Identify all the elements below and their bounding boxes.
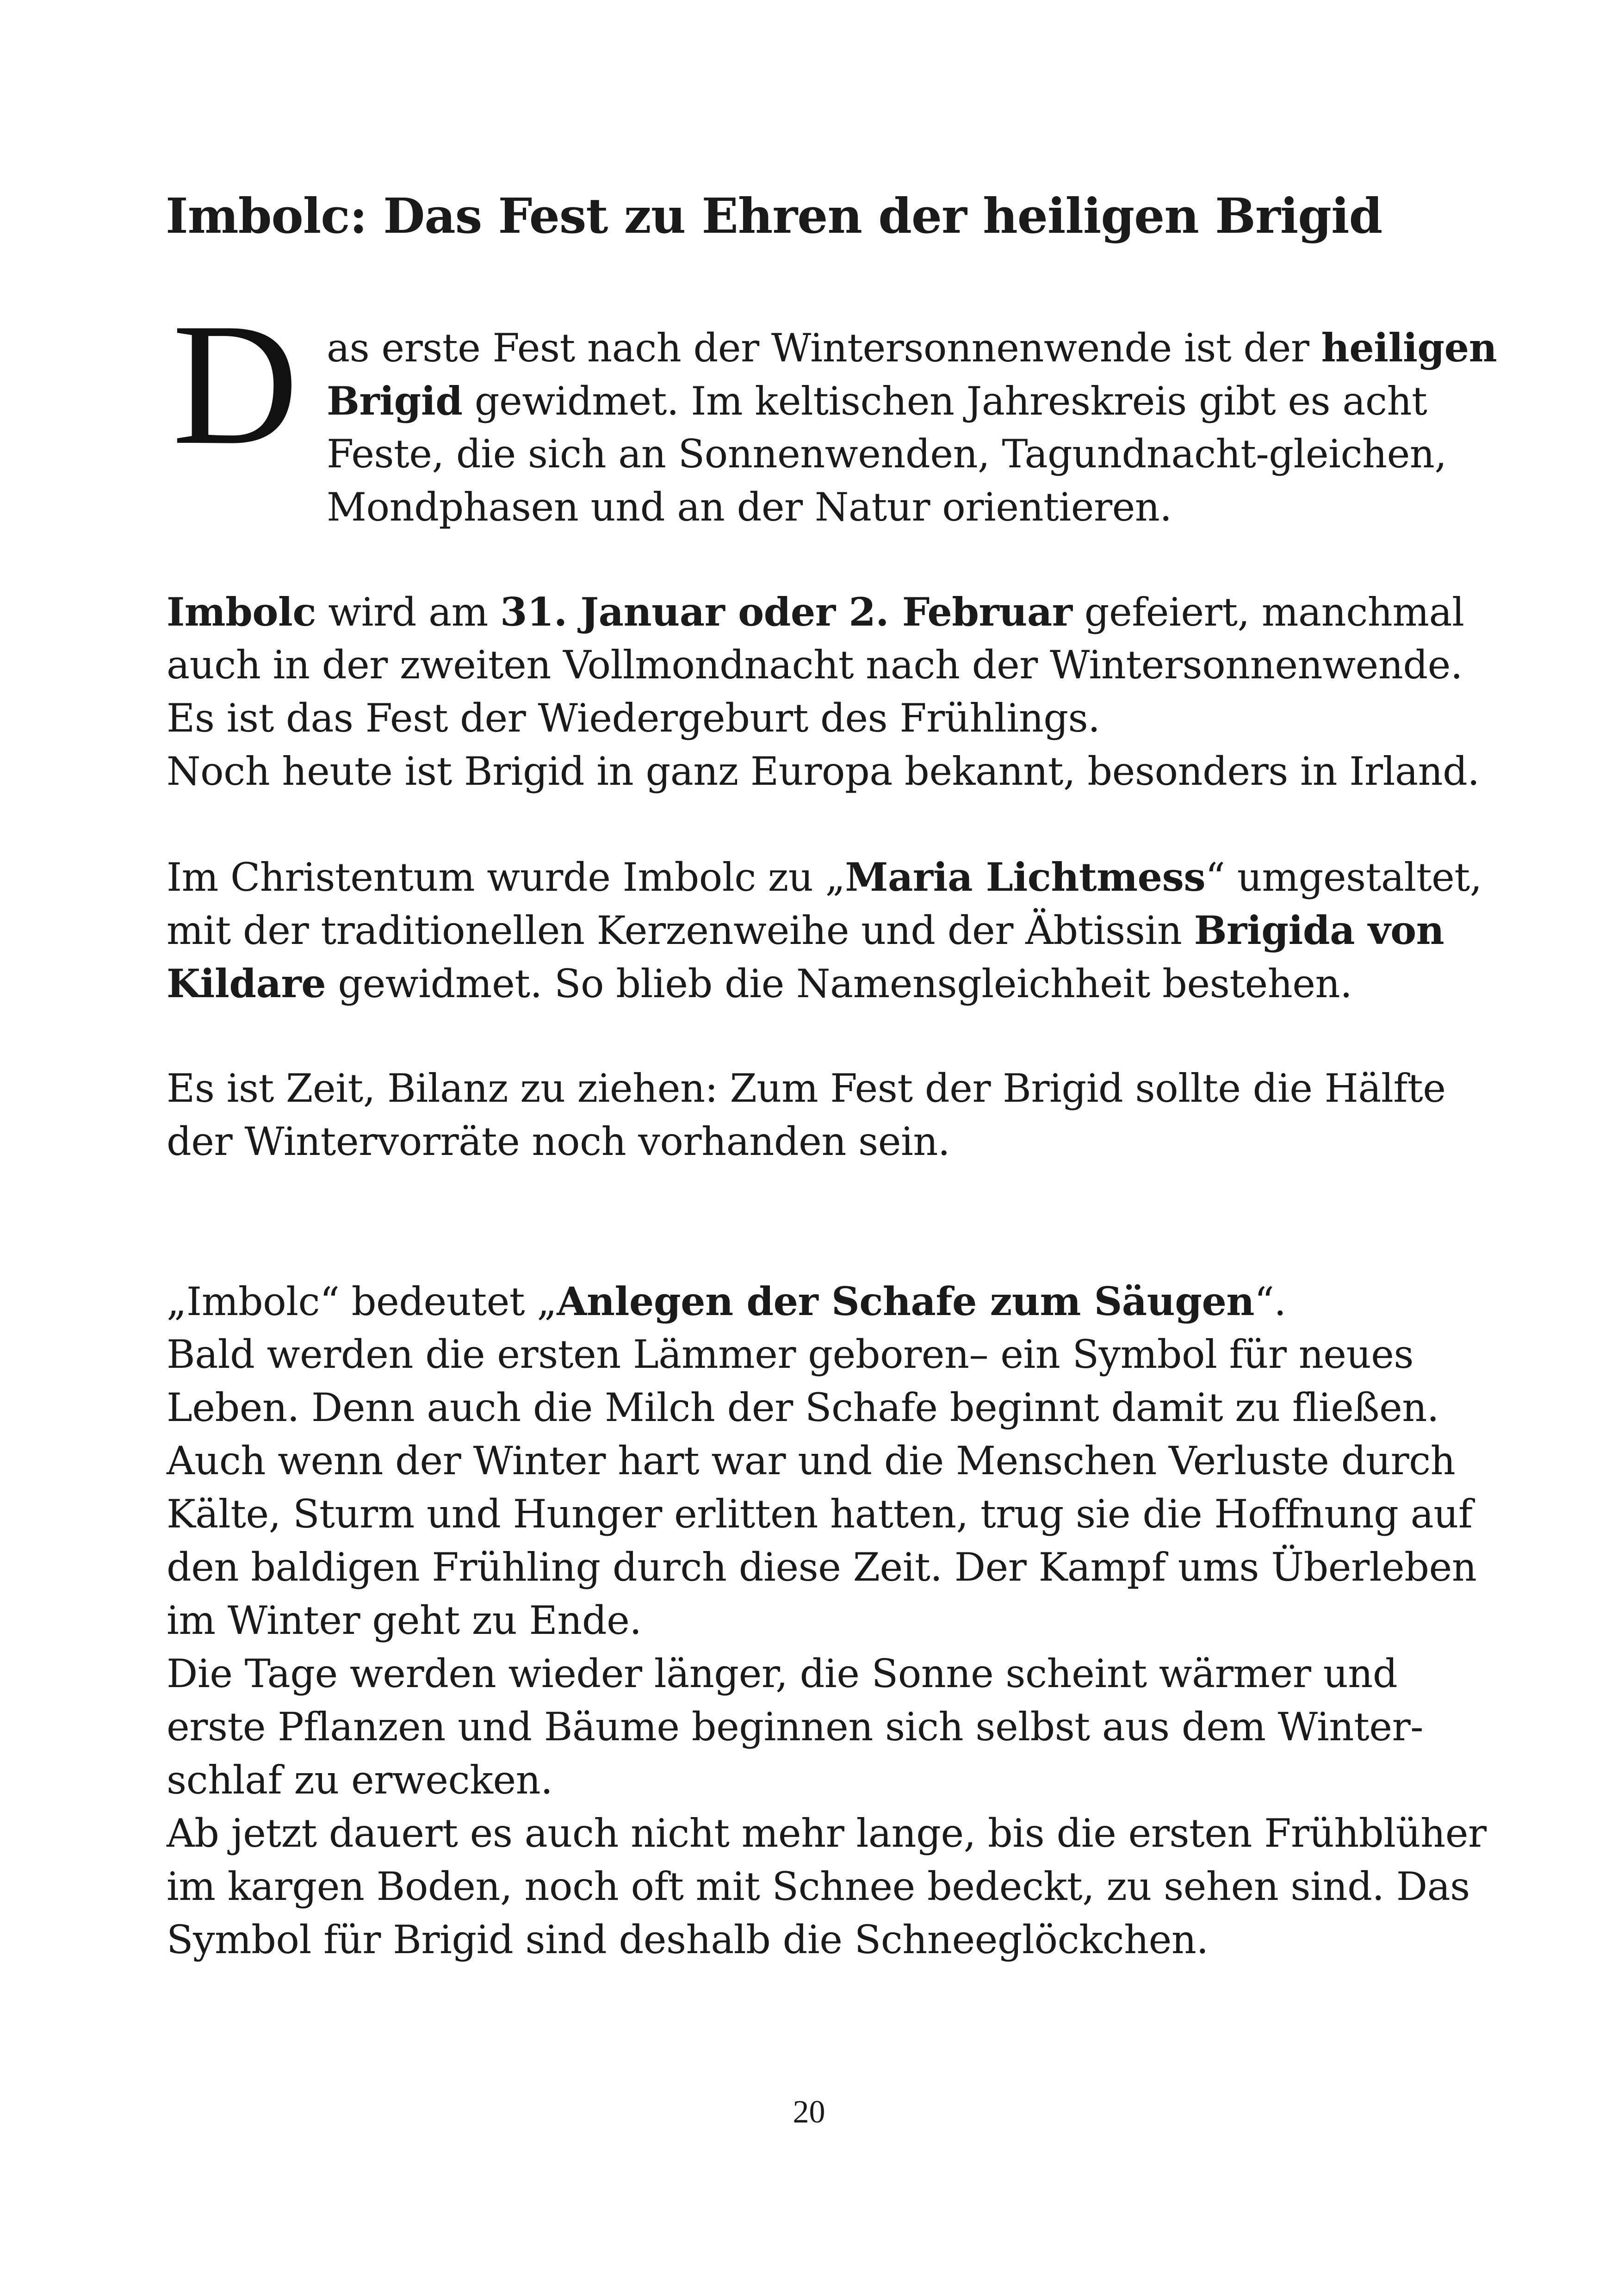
text-line: der Wintervorräte noch vorhanden sein. (167, 1119, 950, 1164)
text-line: Die Tage werden wieder länger, die Sonne scheint wärmer und (167, 1651, 1398, 1696)
text-line: Auch wenn der Winter hart war und die Menschen Verluste durch (167, 1438, 1456, 1483)
text-line: auch in der zweiten Vollmondnacht nach der Wintersonnenwende. (167, 642, 1463, 688)
text-line: Kildare gewidmet. So blieb die Namensgleichheit bestehen. (167, 961, 1352, 1006)
text-line: mit der traditionellen Kerzenweihe und der Äbtissin Brigida von (167, 907, 1444, 953)
text-line: Kälte, Sturm und Hunger erlitten hatten, trug sie die Hoffnung auf (167, 1491, 1473, 1537)
text-line: Imbolc wird am 31. Januar oder 2. Februar gefeiert, manchmal (167, 589, 1464, 635)
text-line: Es ist Zeit, Bilanz zu ziehen: Zum Fest der Brigid sollte die Hälfte (167, 1066, 1446, 1111)
paragraph-date (167, 585, 1480, 798)
text-line: schlaf zu erwecken. (167, 1757, 553, 1803)
text-line: erste Pflanzen und Bäume beginnen sich selbst aus dem Winter- (167, 1704, 1424, 1750)
drop-cap: D (172, 287, 298, 481)
text-line: „Imbolc“ bedeutet „Anlegen der Schafe zum Säugen“. (167, 1278, 1286, 1324)
page-number: 20 (793, 2094, 825, 2130)
text-line: Noch heute ist Brigid in ganz Europa bekannt, besonders in Irland. (167, 749, 1480, 794)
text-line: Brigid gewidmet. Im keltischen Jahreskreis gibt es acht (327, 378, 1427, 424)
paragraph-meaning (167, 1275, 1487, 1967)
text-line: im Winter geht zu Ende. (167, 1598, 642, 1643)
paragraph-balance (167, 1062, 1445, 1168)
text-line: im kargen Boden, noch oft mit Schnee bedeckt, zu sehen sind. Das (167, 1864, 1470, 1909)
intro-paragraph (327, 321, 1497, 534)
text-line: as erste Fest nach der Wintersonnenwende ist der heiligen (327, 325, 1497, 371)
text-line: Ab jetzt dauert es auch nicht mehr lange, bis die ersten Frühblüher (167, 1811, 1487, 1856)
text-line: Bald werden die ersten Lämmer geboren– ein Symbol für neues (167, 1332, 1413, 1377)
text-line: den baldigen Frühling durch diese Zeit. Der Kampf ums Überleben (167, 1545, 1477, 1590)
text-line: Leben. Denn auch die Milch der Schafe beginnt damit zu fließen. (167, 1385, 1439, 1430)
text-line: Mondphasen und an der Natur orientieren. (327, 484, 1172, 530)
text-line: Es ist das Fest der Wiedergeburt des Frühlings. (167, 695, 1100, 741)
paragraph-christianity (167, 850, 1482, 1010)
text-line: Symbol für Brigid sind deshalb die Schneeglöckchen. (167, 1917, 1209, 1962)
text-line: Feste, die sich an Sonnenwenden, Tagundnacht-gleichen, (327, 431, 1447, 477)
text-line: Im Christentum wurde Imbolc zu „Maria Lichtmess“ umgestaltet, (167, 854, 1482, 900)
page-title: Imbolc: Das Fest zu Ehren der heiligen Brigid (166, 187, 1382, 244)
